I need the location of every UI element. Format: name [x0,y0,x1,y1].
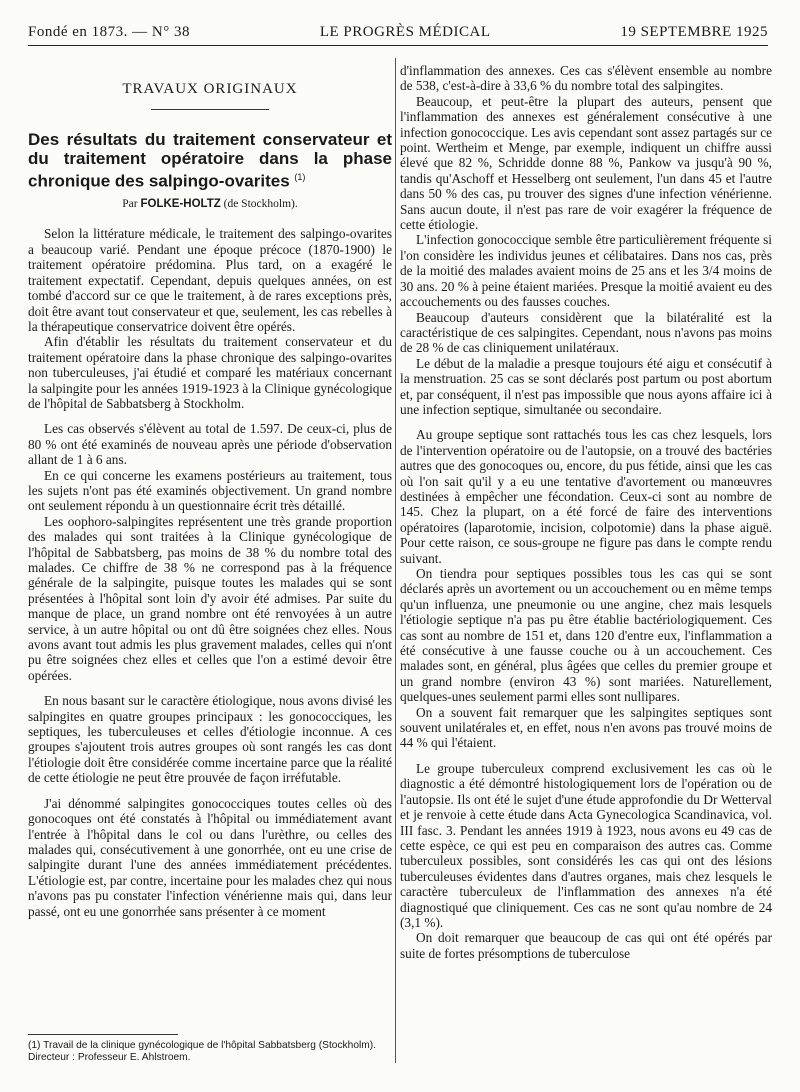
right-paragraph: Le groupe tuberculeux comprend exclusivement les cas où le diagnostic a été démontré histologiquement lors de l'opération ou de l'autopsie. Ils ont été le sujet d'une étude approfondie du Dr Wetterval et je renvoie à cette étude dans Acta Gynecologica Scandinavica, vol. III fasc. 3. Pendant les années 1919 à 1923, nous avons eu 49 cas de cette espèce, ce qui est peu en comparaison des autres cas. Comme tuberculeux possibles, sont considérés les cas qui ont des lésions tuberculeuses évidentes dans d'autres organes, mais chez lesquels le caractère tuberculeux de l'inflammation des annexes n'a été diagnostiqué que cliniquement. Ces cas ne sont qu'au nombre de 24 (3,1 %). [400,760,772,930]
right-paragraph: d'inflammation des annexes. Ces cas s'élèvent ensemble au nombre de 538, c'est-à-dire à 33,6 % du nombre total des salpingites. [400,63,772,94]
right-paragraph: Le début de la maladie a presque toujours été aigu et consécutif à la menstruation. 25 cas se sont déclarés post partum ou post abortum et, par conséquent, il n'est pas impossible que nous ayons affaire ici à une infection septique, simultanée ou secondaire. [400,355,772,417]
right-paragraph: On a souvent fait remarquer que les salpingites septiques sont souvent unilatérales et, en effet, nous n'en avons pas trouvé moins de 44 % qui l'étaient. [400,704,772,751]
left-paragraph: Afin d'établir les résultats du traitement conservateur et du traitement opératoire dans la phase chronique des salpingo-ovarites non tuberculeuses, j'ai étudié et comparé les matériaux concernant la salpingite pour les années 1919-1923 à la Clinique gynécologique de l'hôpital de Sabbatsberg à Stockholm. [28,334,392,411]
section-title-rule [151,109,269,110]
right-paragraph: Beaucoup d'auteurs considèrent que la bilatéralité est la caractéristique de ces salpingites. Cependant, nous n'avons pas moins de 28 % de cas cliniquement unilatéraux. [400,309,772,356]
footnote: (1) Travail de la clinique gynécologique de l'hôpital Sabbatsberg (Stockholm). Directeur : Professeur E. Ahlstroem. [28,1040,376,1063]
footnote-rule [28,1034,178,1035]
right-column [400,63,772,961]
section-title: TRAVAUX ORIGINAUX [122,81,298,97]
right-paragraph: Au groupe septique sont rattachés tous les cas chez lesquels, lors de l'intervention opératoire ou de l'autopsie, on a trouvé des bactéries autres que des gonocoques ou, encore, du pus fétide, ainsi que les cas où l'on sait qu'il y a eu une tentative d'avortement ou manœuvres destinées à empêcher une fécondation. Ceux-ci sont au nombre de 145. Chez la plupart, on a été forcé de faire des interventions opératoires (laparotomie, incision, colpotomie) dans la phase aiguë. Pour cette raison, ce sous-groupe ne figure pas dans le compte rendu suivant. [400,427,772,566]
left-paragraph: En ce qui concerne les examens postérieurs au traitement, tous les sujets n'ont pas été examinés objectivement. Un grand nombre ont seulement répondu à un questionnaire écrit très détaillé. [28,467,392,514]
author-affiliation: (de Stockholm). [223,198,298,211]
author-name: FOLKE-HOLTZ [140,198,221,211]
left-paragraph: Selon la littérature médicale, le traitement des salpingo-ovarites a beaucoup varié. Pendant une époque précoce (1870-1900) le traitement opératoire prédomina. Plus tard, on a exagéré le traitement expectatif. Cependant, depuis quelques années, on est tombé d'accord sur ce que le traitement, à de rares exceptions près, doit être avant tout conservateur et que, seulement, les cas rebelles à la thérapeutique conservatrice doivent être opérés. [28,226,392,334]
left-paragraph: J'ai dénommé salpingites gonococciques toutes celles où des gonocoques ont été constatés à l'hôpital ou immédiatement avant l'entrée à l'hôpital dans le col ou dans l'urèthre, ou celles des malades qui, consécutivement à une gonorrhée, ont eu une crise de salpingite durant l'une des années immédiatement précédentes. L'étiologie est, par contre, incertaine pour les malades chez qui nous n'avons pas pu constater l'infection vénérienne mais qui, dans leur passé, ont eu une gonorrhée sans présenter à ce moment [28,795,392,919]
right-paragraph: Beaucoup, et peut-être la plupart des auteurs, pensent que l'inflammation des annexes est généralement consécutive à une infection gonococcique. Les avis cependant sont assez partagés sur ce point. Wertheim et Menge, par exemple, indiquent un chiffre aussi élevé que 82 %, Schridde donne 88 %, Pankow va jusqu'à 90 %, tandis qu'Aschoff et Hesselberg ont seulement, l'un dans 45 et l'autre dans 50 % des cas, pu trouver des signes d'une infection vénérienne. Sans aucun doute, il n'est pas rare de voir exagérer la fréquence de cette étiologie. [400,93,772,233]
left-paragraph: En nous basant sur le caractère étiologique, nous avons divisé les salpingites en quatre groupes principaux : les gonococciques, les septiques, les tuberculeuses et celles d'étiologie inconnue. A ces groupes s'ajoutent trois autres groupes où sont rangés les cas dont l'étiologie doit être considérée comme incertaine parce que la réalité de cette étiologie ne peut être prouvée de façon irréfutable. [28,693,392,786]
right-paragraph: On doit remarquer que beaucoup de cas qui ont été opérés par suite de fortes présomptions de tuberculose [400,930,772,961]
left-column [28,58,392,919]
running-header [28,24,768,44]
byline: Par FOLKE-HOLTZ (de Stockholm). [122,198,298,211]
header-journal-name: LE PROGRÈS MÉDICAL [319,24,491,40]
right-paragraph: On tiendra pour septiques possibles tous les cas qui se sont déclarés après un avortement ou un accouchement ou en même temps qu'un influenza, une pneumonie ou une angine, chez mais lesquels l'étiologie septique n'a pas pu être établie bactériologiquement. Ces cas sont au nombre de 151 et, dans 120 d'entre eux, l'inflammation a été consécutive à une fausse couche ou à un accouchement. Ces malades sont, en général, plus âgées que celles du premier groupe et un grand nombre (environ 43 %) sont mariées. Naturellement, quelques-unes seulement parmi elles sont nullipares. [400,566,772,705]
column-divider [395,58,396,1063]
header-founded-issue: Fondé en 1873. — N° 38 [28,24,190,40]
left-paragraph: Les oophoro-salpingites représentent une très grande proportion des malades qui sont traitées à la Clinique gynécologique de l'hôpital de Sabbatsberg, pas moins de 38 % du nombre total des malades. Ce chiffre de 38 % ne correspond pas à la fréquence générale de la salpingite, puisque toutes les malades qui se sont présentées à l'hôpital sont loin d'y avoir été admises. Par suite du manque de place, un grand nombre ont été renvoyées à un autre service, à un autre hôpital ou ont dû être soignées chez elles. Nous avons avant tout admis les plus gravement malades, celles qui n'ont pu être soignées chez elles et celles que l'on a estimé devoir être opérées. [28,513,392,683]
title-footnote-marker: (1) [294,172,306,183]
article-title: Des résultats du traitement conservateur et du traitement opératoire dans la phase chronique des salpingo-ovarites $^{(1)}$ [28,130,392,192]
right-paragraph: L'infection gonococcique semble être particulièrement fréquente si l'on considère les individus jeunes et célibataires. Dans nos cas, près de la moitié des malades avaient moins de 25 ans et les 3/4 moins de 30 ans. 20 % à peine étaient mariées. Presque la moitié avaient eu des accouchements ou des fausses couches. [400,232,772,310]
header-date: 19 SEPTEMBRE 1925 [620,24,768,40]
header-rule [28,45,768,46]
left-paragraph: Les cas observés s'élèvent au total de 1.597. De ceux-ci, plus de 80 % ont été examinés de nouveau après une période d'observation allant de 1 à 6 ans. [28,421,392,468]
